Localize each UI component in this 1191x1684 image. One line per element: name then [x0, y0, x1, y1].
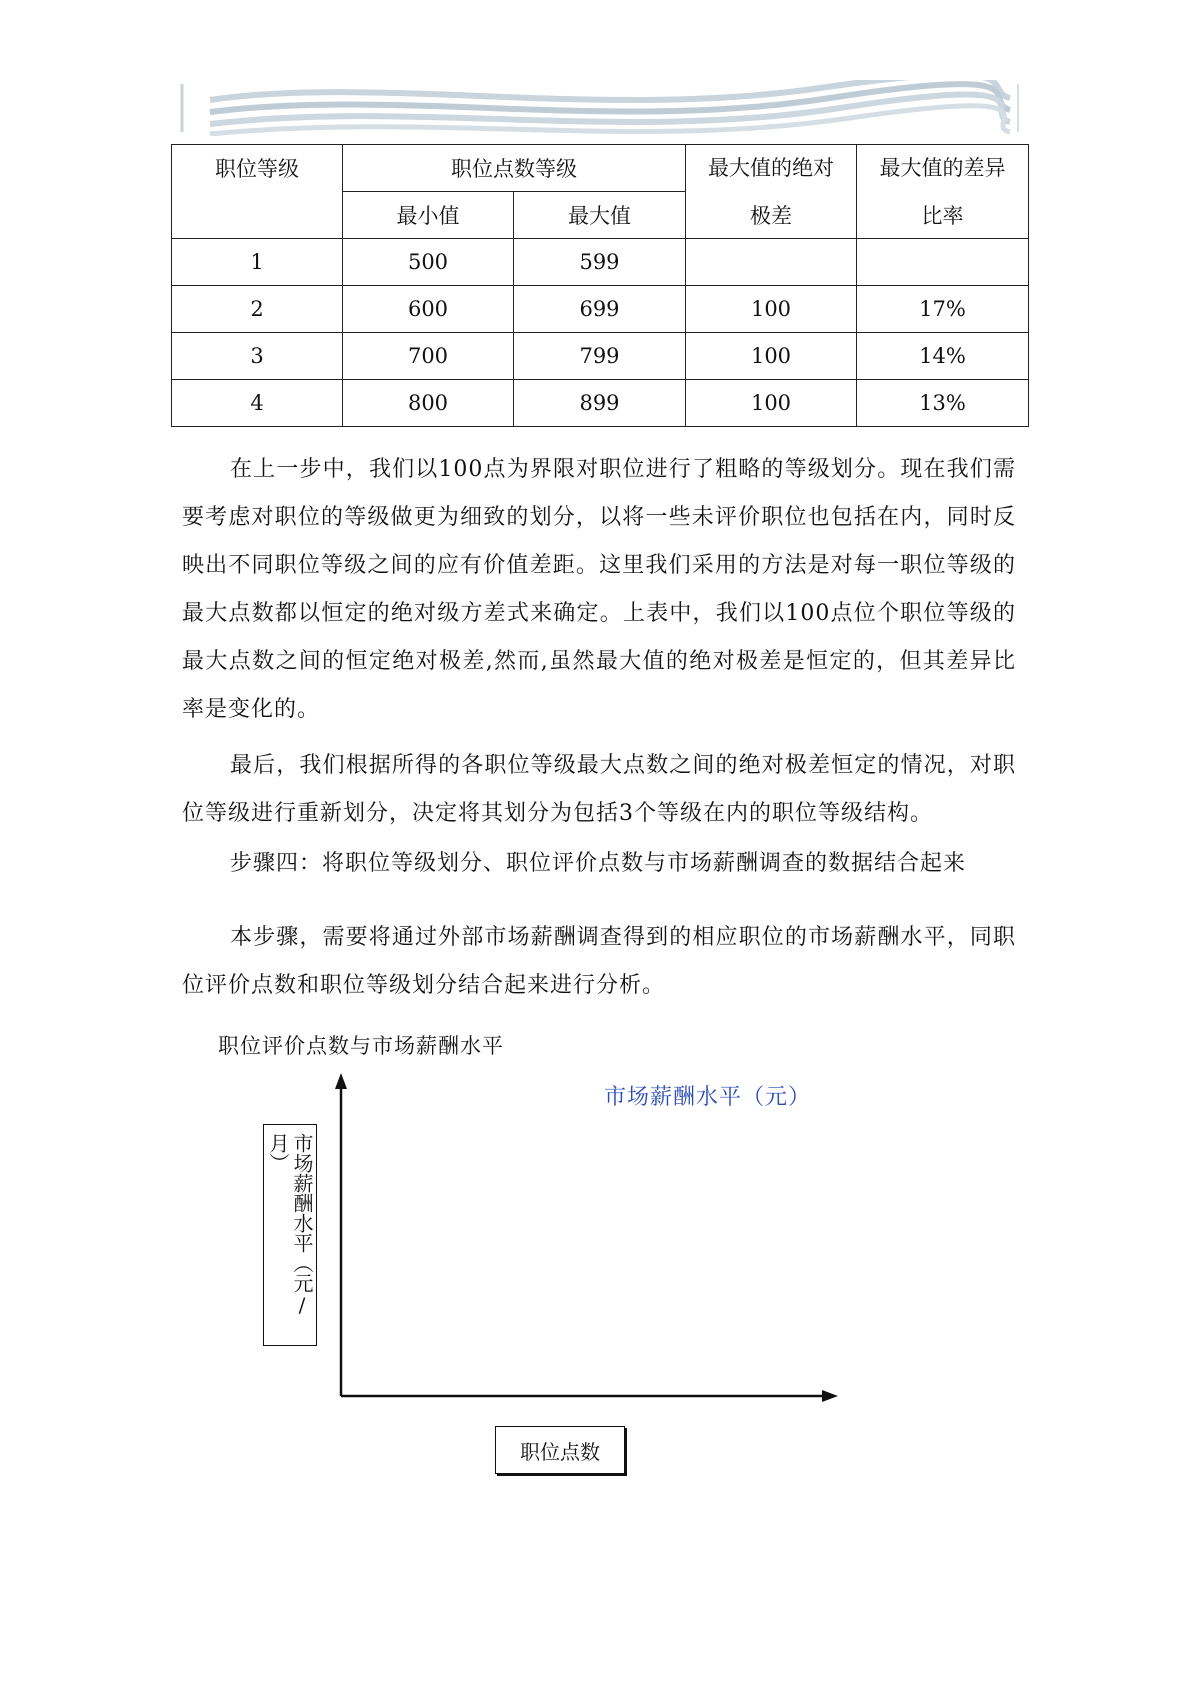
cell-grade: 4	[172, 380, 343, 427]
header-abs-diff-line2: 极差	[750, 204, 792, 228]
cell-abs-diff	[686, 239, 857, 286]
header-abs-diff	[686, 145, 857, 239]
header-ratio	[857, 145, 1029, 239]
table-header-row	[172, 145, 1029, 192]
cell-min: 800	[343, 380, 514, 427]
cell-min: 600	[343, 286, 514, 333]
cell-ratio: 17%	[857, 286, 1029, 333]
header-points-grade: 职位点数等级	[343, 145, 686, 192]
table-row	[172, 333, 1029, 380]
cell-min: 500	[343, 239, 514, 286]
cell-grade: 1	[172, 239, 343, 286]
cell-abs-diff: 100	[686, 286, 857, 333]
header-min: 最小值	[343, 192, 514, 239]
cell-min: 700	[343, 333, 514, 380]
header-max: 最大值	[514, 192, 686, 239]
cell-abs-diff: 100	[686, 333, 857, 380]
y-axis-label: 市场薪酬水平（元/月）	[263, 1124, 317, 1346]
chart-title: 职位评价点数与市场薪酬水平	[218, 1034, 504, 1058]
series-legend-label: 市场薪酬水平（元）	[604, 1085, 812, 1110]
header-grade: 职位等级	[172, 145, 343, 239]
cell-ratio: 14%	[857, 333, 1029, 380]
cell-ratio: 13%	[857, 380, 1029, 427]
paragraph-regrading: 最后，我们根据所得的各职位等级最大点数之间的绝对极差恒定的情况，对职位等级进行重新划分，决定将其划分为包括3个等级在内的职位等级结构。	[182, 753, 1016, 826]
paragraph-step-four-heading: 步骤四：将职位等级划分、职位评价点数与市场薪酬调查的数据结合起来	[230, 851, 967, 876]
x-axis-arrow	[822, 1390, 838, 1402]
table-row	[172, 239, 1029, 286]
cell-max: 699	[514, 286, 686, 333]
paragraph-step-four-body: 本步骤，需要将通过外部市场薪酬调查得到的相应职位的市场薪酬水平，同职位评价点数和职位等级划分结合起来进行分析。	[182, 925, 1016, 998]
header-ratio-line2: 比率	[921, 204, 964, 228]
y-axis-arrow	[335, 1073, 347, 1089]
cell-abs-diff: 100	[686, 380, 857, 427]
cell-grade: 3	[172, 333, 343, 380]
grade-table	[171, 144, 1029, 427]
table-row	[172, 380, 1029, 427]
header-ratio-line1: 最大值的差异	[879, 156, 1006, 180]
header-banner	[180, 80, 1022, 136]
cell-ratio	[857, 239, 1029, 286]
paragraph-grade-refinement: 在上一步中，我们以100点为界限对职位进行了粗略的等级划分。现在我们需要考虑对职位的等级做更为细致的划分，以将一些未评价职位也包括在内，同时反映出不同职位等级之间的应有价值差距。这里我们采用的方法是对每一职位等级的最大点数都以恒定的绝对级方差式来确定。上表中，我们以100点位个职位等级的最大点数之间的恒定绝对极差,然而,虽然最大值的绝对极差是恒定的，但其差异比率是变化的。	[182, 457, 1016, 722]
table-row	[172, 286, 1029, 333]
cell-max: 899	[514, 380, 686, 427]
cell-max: 599	[514, 239, 686, 286]
cell-grade: 2	[172, 286, 343, 333]
x-axis-label: 职位点数	[495, 1426, 625, 1474]
cell-max: 799	[514, 333, 686, 380]
header-abs-diff-line1: 最大值的绝对	[708, 156, 834, 180]
